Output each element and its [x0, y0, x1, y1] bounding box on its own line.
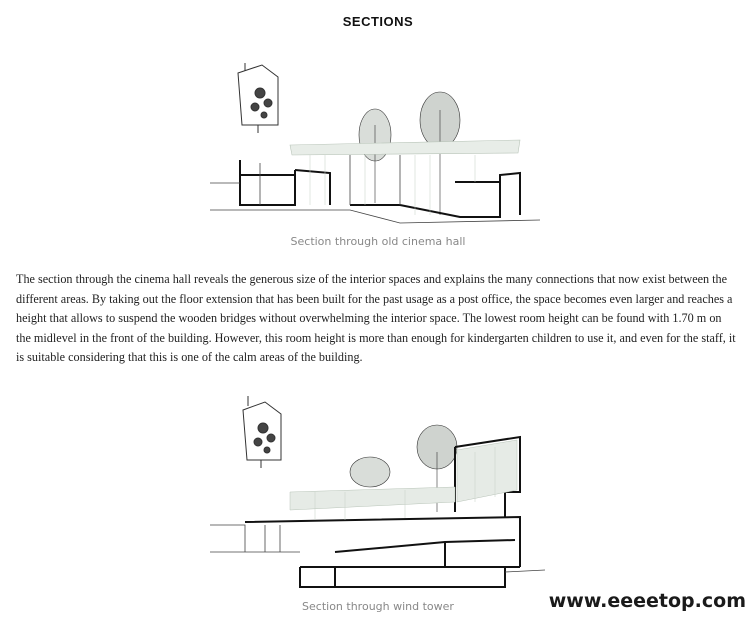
wind-tower-section-drawing	[205, 392, 555, 592]
section2-caption: Section through wind tower	[302, 600, 454, 613]
body-paragraph: The section through the cinema hall reveals the generous size of the interior spaces and explains the many connections that now exist between the different areas. By taking out the floor extension that has been built for the past usage as a post office, the space becomes even larger and reaches a height that allows to suspend the wooden bridges without overwhelming the interior space. The lowest room height can be found with 1.70 m on the midlevel in the front of the building. However, this room height is more than enough for kindergarten children to use it, and even for the staff, it is suitable considering that this is one of the calm areas of the building.	[16, 272, 736, 364]
key-plan-icon	[238, 63, 278, 133]
page-title: SECTIONS	[342, 14, 414, 29]
key-plan-icon-2	[243, 396, 281, 468]
cinema-hall-section-drawing	[200, 55, 550, 230]
watermark-text: www.eeeetop.com	[548, 590, 746, 612]
section1-caption: Section through old cinema hall	[290, 235, 466, 248]
